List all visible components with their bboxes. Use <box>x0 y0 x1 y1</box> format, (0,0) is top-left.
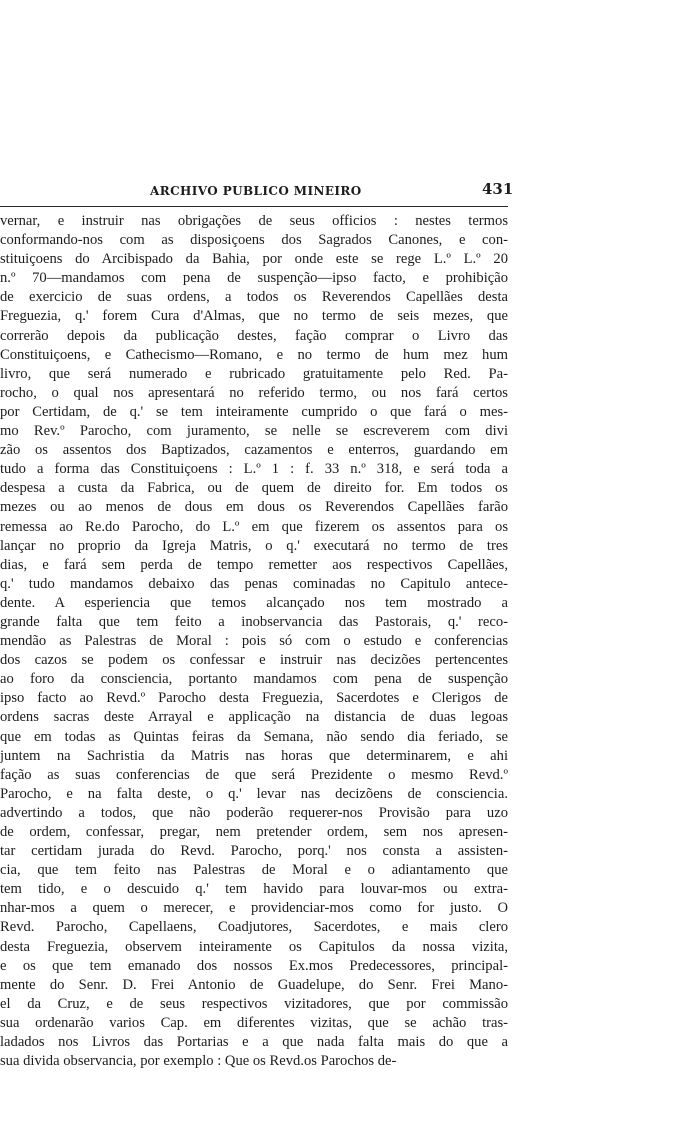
running-title: ARCHIVO PUBLICO MINEIRO <box>150 184 362 198</box>
text-line: nhar-mos a quem o merecer, e providenciar-mos como for justo. O <box>0 900 508 917</box>
text-line: stituiçoens do Arcibispado da Bahia, por onde este se rege L.º L.º 20 <box>0 251 508 268</box>
text-line: mezes ou ao menos de dous em dous os Reverendos Capellães farão <box>0 499 508 516</box>
text-line: dias, e fará sem perda de tempo remetter aos respectivos Capellães, <box>0 556 508 573</box>
text-line: dente. A esperiencia que temos alcançado nos tem mostrado a <box>0 594 508 611</box>
header-rule <box>0 206 508 207</box>
text-line: Freguezia, q.' forem Cura d'Almas, que no termo de seis mezes, que <box>0 308 508 325</box>
text-line: sua divida observancia, por exemplo : Que os Revd.os Parochos de- <box>0 1053 397 1070</box>
text-line: el da Cruz, e de seus respectivos vizitadores, que por commissão <box>0 995 508 1012</box>
text-line: fação as suas conferencias de que será Prezidente o mesmo Revd.º <box>0 766 508 783</box>
text-line: ordens sacras deste Arrayal e applicação na distancia de duas legoas <box>0 709 508 726</box>
text-line: Revd. Parocho, Capellaens, Coadjutores, Sacerdotes, e mais clero <box>0 919 508 936</box>
text-line: Parocho, e na falta deste, o q.' levar nas decizõens de consciencia. <box>0 785 508 802</box>
page-header <box>0 180 520 202</box>
text-line: vernar, e instruir nas obrigações de seus officios : nestes termos <box>0 213 508 229</box>
text-line: tudo a forma das Constituiçoens : L.º 1 : f. 33 n.º 318, e será toda a <box>0 461 508 478</box>
text-line: lançar no proprio da Igreja Matris, o q.' executará no termo de tres <box>0 537 508 554</box>
text-line: grande falta que tem feito a inobservancia das Pastorais, q.' reco- <box>0 613 508 630</box>
text-line: correrão depois da publicação destes, fação comprar o Livro das <box>0 327 508 344</box>
text-line: cia, que tem feito nas Palestras de Moral e o adiantamento que <box>0 862 508 879</box>
text-line: tar certidam jurada do Revd. Parocho, porq.' nos consta a assisten- <box>0 843 508 860</box>
text-line: e os que tem emanado dos nossos Ex.mos Predecessores, principal- <box>0 957 508 974</box>
text-line: de exercicio de suas ordens, a todos os Reverendos Capellães desta <box>0 289 508 306</box>
page-number: 431 <box>482 180 514 198</box>
text-line: dos cazos se podem os confessar e instruir nas decizões pertencentes <box>0 652 508 669</box>
text-line: n.º 70—mandamos com pena de suspenção—ipso facto, e prohibição <box>0 270 508 287</box>
text-line: ipso facto ao Revd.º Parocho desta Freguezia, Sacerdotes e Clerigos de <box>0 690 508 707</box>
text-line: q.' tudo mandamos debaixo das penas cominadas no Capitulo antece- <box>0 575 508 592</box>
text-line: ao foro da consciencia, portanto mandamos com pena de suspenção <box>0 671 508 688</box>
text-line: de ordem, confessar, pregar, nem pretender ordem, sem nos apresen- <box>0 824 508 840</box>
text-line: por Certidam, de q.' se tem inteiramente cumprido o que fará o mes- <box>0 403 508 420</box>
body-text <box>0 212 508 1071</box>
text-line: mente do Senr. D. Frei Antonio de Guadelupe, do Senr. Frei Mano- <box>0 976 508 993</box>
text-line: tem tido, e o descuido q.' tem havido para louvar-mos ou extra- <box>0 881 508 898</box>
text-line: rocho, o qual nos apresentará no referido termo, ou nos fará certos <box>0 384 508 401</box>
text-line: juntem na Sachristia da Matris nas horas que determinarem, e ahi <box>0 747 508 764</box>
text-line: desta Freguezia, observem inteiramente os Capitulos da nossa vizita, <box>0 938 508 955</box>
text-line: remessa ao Re.do Parocho, do L.º em que fizerem os assentos para os <box>0 518 508 535</box>
text-line: conformando-nos com as disposiçoens dos Sagrados Canones, e con- <box>0 232 508 249</box>
text-line: zão os assentos dos Baptizados, cazamentos e enterros, guardando em <box>0 442 508 459</box>
text-line: sua ordenarão varios Cap. em diferentes vizitas, que se achão tras- <box>0 1014 508 1031</box>
text-line: despesa a custa da Fabrica, ou de quem de direito for. Em todos os <box>0 480 508 497</box>
text-line: advertindo a todos, que não poderão requerer-nos Provisão para uzo <box>0 804 508 821</box>
text-line: livro, que será numerado e rubricado gratuitamente pelo Red. Pa- <box>0 365 508 382</box>
text-line: que em todas as Quintas feiras da Semana, não sendo dia feriado, se <box>0 728 508 745</box>
text-line: mendão as Palestras de Moral : pois só com o estudo e conferencias <box>0 633 508 650</box>
text-line: ladados nos Livros das Portarias e a que nada falta mais do que a <box>0 1034 508 1051</box>
text-line: Constituiçoens, e Cathecismo—Romano, e no termo de hum mez hum <box>0 346 508 363</box>
text-line: mo Rev.º Parocho, com juramento, se nelle se escreverem com divi <box>0 423 508 440</box>
